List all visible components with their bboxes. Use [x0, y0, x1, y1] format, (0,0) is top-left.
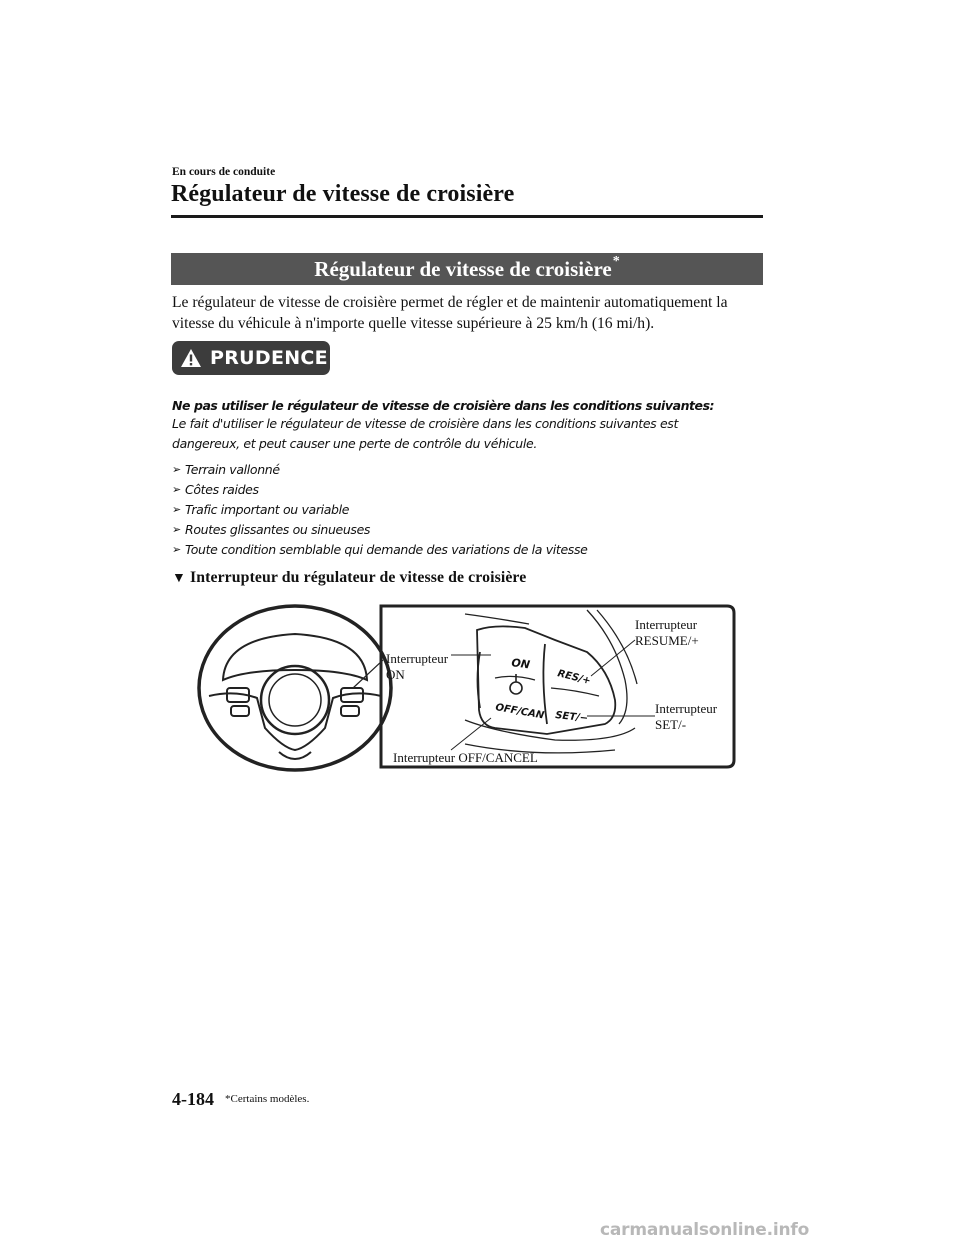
arrow-bullet-icon: ➢: [172, 523, 181, 536]
section-label: En cours de conduite: [172, 166, 276, 178]
cruise-control-diagram: [195, 600, 740, 775]
on-button-text: ON: [510, 656, 531, 672]
model-asterisk: *: [612, 254, 620, 269]
section-banner: [171, 253, 763, 285]
warning-body: Le fait d'utiliser le régulateur de vitesse de croisière dans les conditions suivantes est dangereux, et peut causer une perte de contrôle du véhicule.: [172, 416, 679, 451]
list-item: ➢ Trafic important ou variable: [172, 500, 587, 520]
off-can-button-text: OFF/CAN: [494, 702, 545, 722]
warning-heading: Ne pas utiliser le régulateur de vitesse de croisière dans les conditions suivantes:: [172, 398, 715, 413]
footnote: *Certains modèles.: [225, 1093, 310, 1105]
banner-title: Régulateur de vitesse de croisière: [314, 257, 612, 281]
page-number: 4-184: [172, 1089, 214, 1109]
list-item: ➢ Terrain vallonné: [172, 460, 587, 480]
resume-switch-label: Interrupteur RESUME/+: [635, 617, 699, 648]
intro-paragraph: Le régulateur de vitesse de croisière permet de régler et de maintenir automatiquement la vitesse du véhicule à n'importe quelle vitesse supérieure à 25 km/h (16 mi/h).: [172, 294, 728, 332]
caution-label: PRUDENCE: [210, 347, 328, 369]
header-divider: [171, 215, 763, 218]
warning-triangle-icon: [180, 348, 202, 368]
arrow-bullet-icon: ➢: [172, 543, 181, 556]
watermark: carmanualsonline.info: [600, 1220, 810, 1240]
on-switch-label: Interrupteur ON: [386, 651, 449, 682]
page-title: Régulateur de vitesse de croisière: [171, 181, 515, 207]
res-button-text: RES/+: [556, 668, 592, 688]
arrow-bullet-icon: ➢: [172, 463, 181, 476]
triangle-marker-icon: ▼: [172, 571, 186, 586]
caution-badge: [172, 341, 330, 375]
list-item: ➢ Côtes raides: [172, 480, 587, 500]
list-item: ➢ Toute condition semblable qui demande des variations de la vitesse: [172, 540, 587, 560]
set-switch-label: Interrupteur SET/-: [655, 701, 718, 732]
arrow-bullet-icon: ➢: [172, 483, 181, 496]
arrow-bullet-icon: ➢: [172, 503, 181, 516]
subsection-heading: ▼ Interrupteur du régulateur de vitesse de croisière: [172, 569, 527, 586]
warning-list: [172, 460, 587, 560]
list-item: ➢ Routes glissantes ou sinueuses: [172, 520, 587, 540]
set-button-text: SET/−: [554, 710, 589, 725]
off-cancel-switch-label: Interrupteur OFF/CANCEL: [393, 750, 538, 765]
